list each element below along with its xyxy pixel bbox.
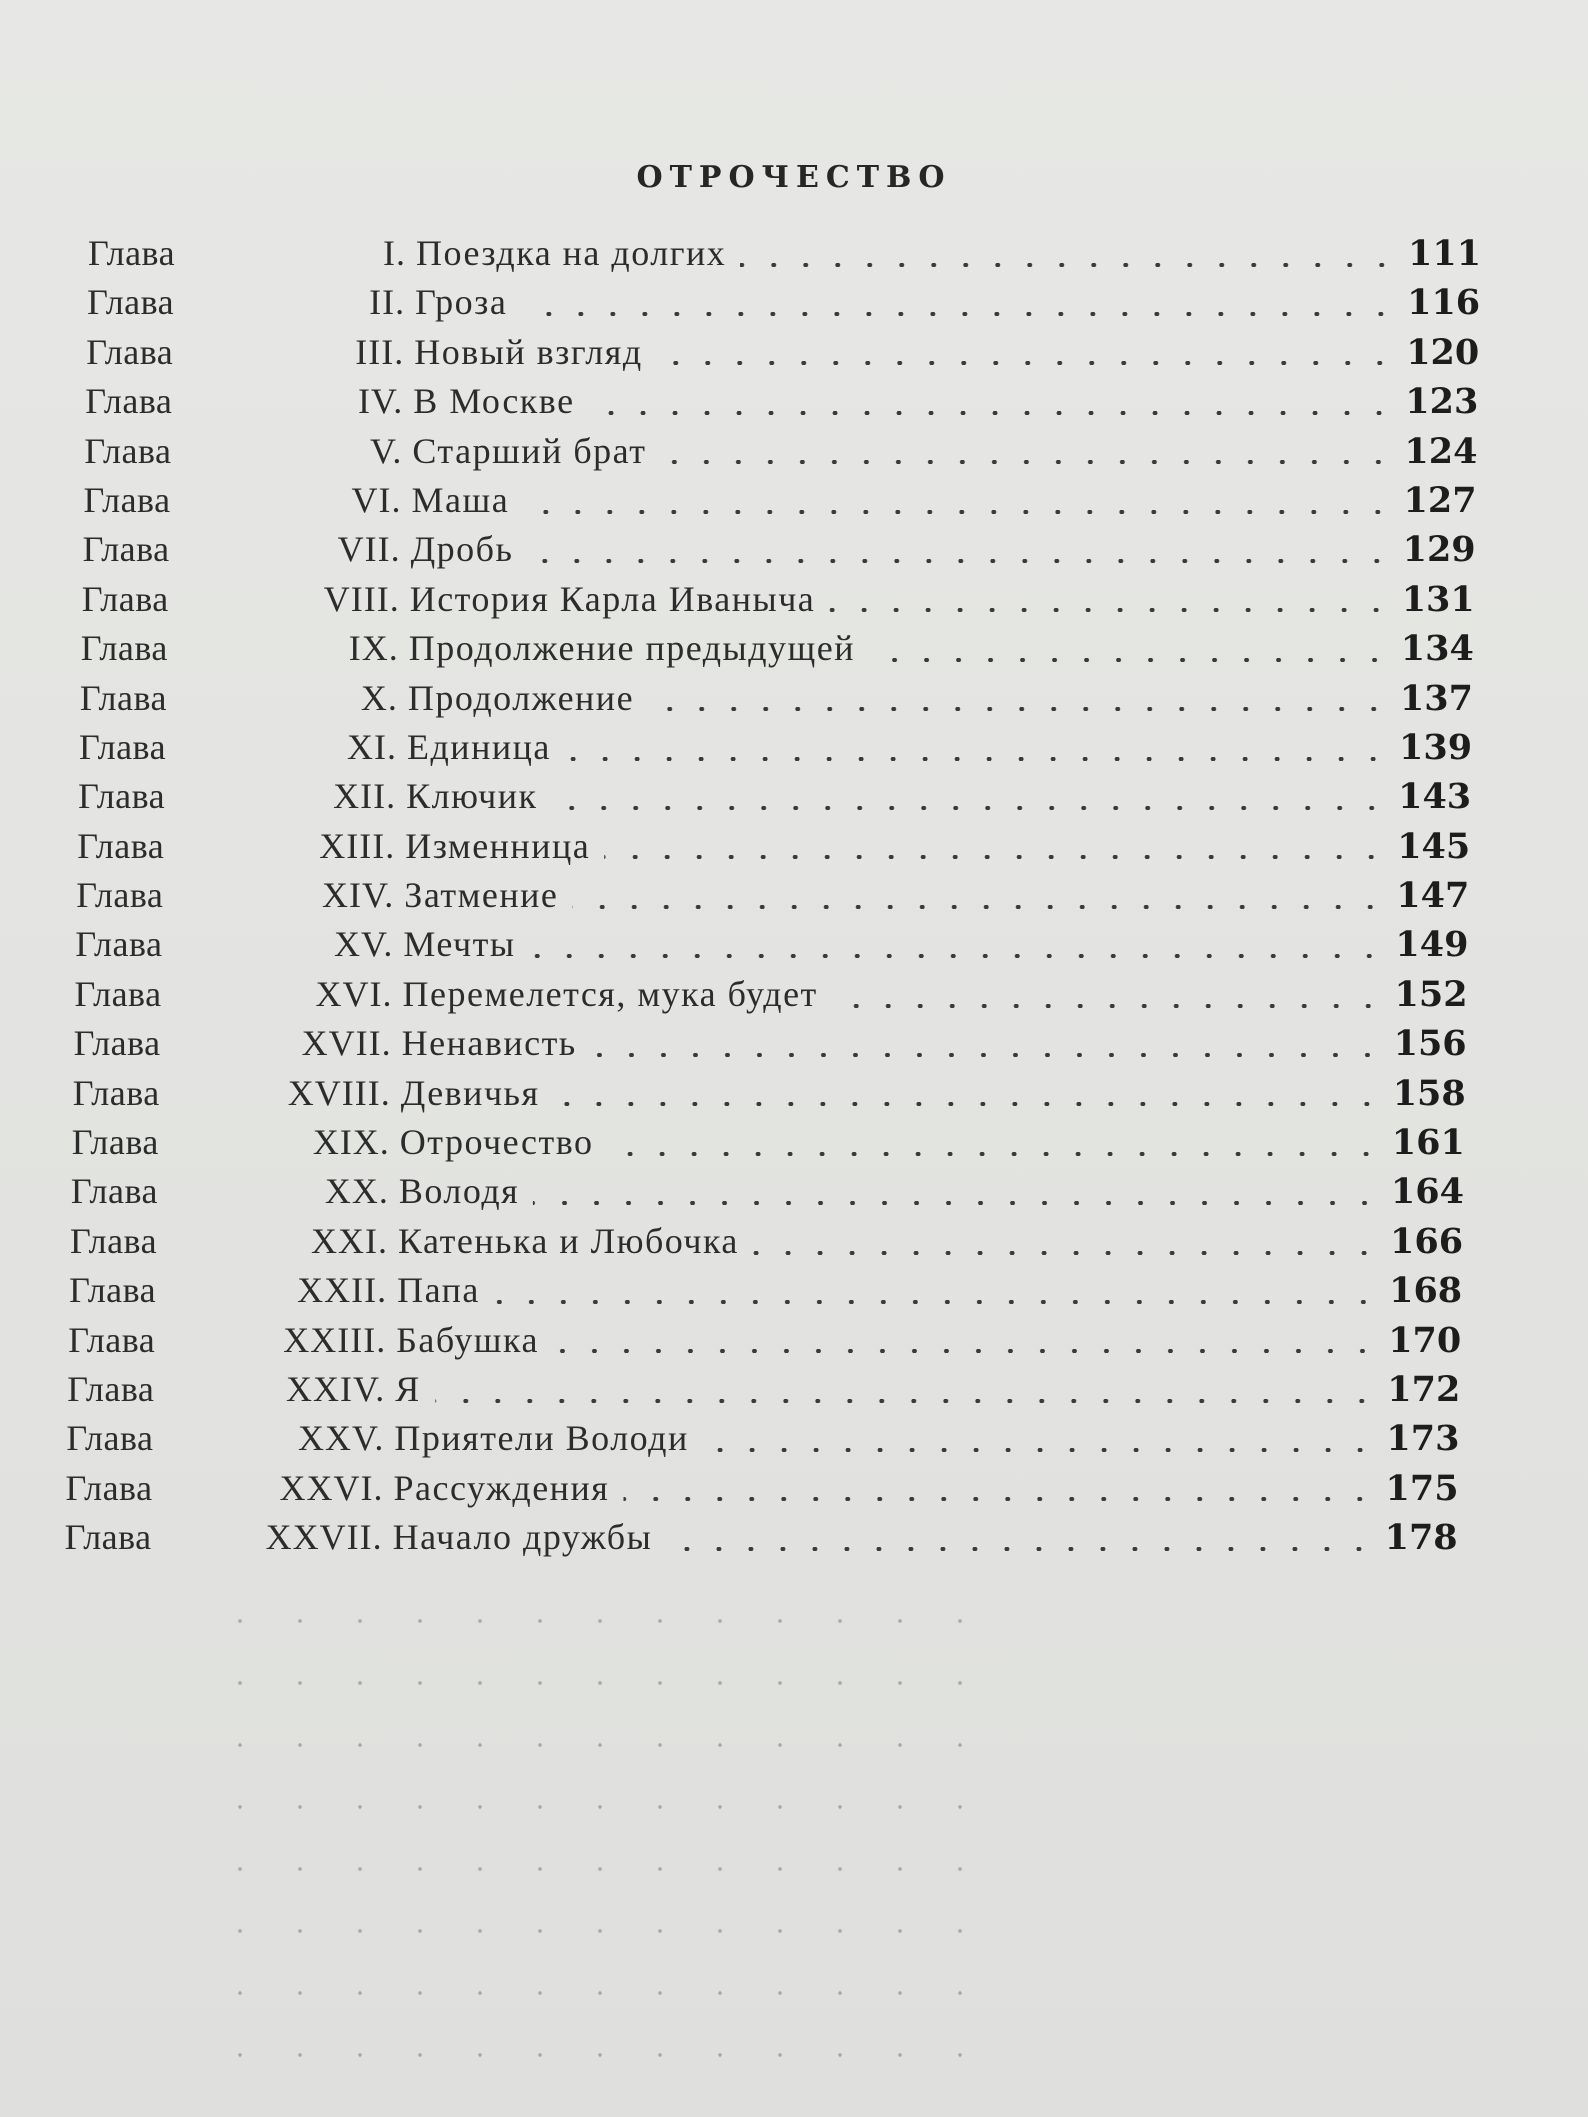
- chapter-number: XX.: [324, 1171, 389, 1212]
- dot-leader: [589, 411, 1396, 415]
- chapter-number: XIV.: [321, 875, 395, 916]
- chapter-word: Глава: [75, 924, 163, 965]
- dot-leader: [530, 954, 1386, 958]
- chapter-number: II.: [369, 282, 406, 323]
- toc-entry: [73, 1072, 1465, 1121]
- dot-leader: [533, 1201, 1381, 1205]
- dot-leader: [703, 1448, 1377, 1452]
- chapter-word: Глава: [64, 1517, 152, 1558]
- chapter-word: Глава: [83, 479, 171, 520]
- chapter-title: Изменница: [405, 825, 591, 866]
- toc-entry: [68, 1319, 1460, 1368]
- chapter-number: XV.: [334, 924, 394, 965]
- page-number: 124: [1404, 430, 1478, 472]
- chapter-word: Глава: [79, 726, 167, 767]
- chapter-word: Глава: [80, 628, 168, 669]
- chapter-word: Глава: [66, 1418, 154, 1459]
- dot-leader: [666, 1547, 1374, 1551]
- chapter-word: Глава: [69, 1270, 157, 1311]
- dot-leader: [740, 263, 1398, 267]
- chapter-title: Мечты: [403, 924, 516, 965]
- toc-entry: [75, 973, 1467, 1022]
- toc-entry: [72, 1121, 1464, 1170]
- chapter-title: Гроза: [415, 282, 508, 323]
- dot-leader: [607, 1152, 1381, 1156]
- chapter-word: Глава: [85, 381, 173, 422]
- chapter-title: В Москве: [413, 381, 575, 422]
- dot-leader: [660, 460, 1394, 464]
- page-number: 173: [1386, 1418, 1460, 1460]
- page-number: 166: [1390, 1220, 1464, 1262]
- chapter-title: Рассуждения: [393, 1467, 610, 1508]
- toc-entry: [84, 430, 1476, 479]
- dot-leader: [494, 1300, 1379, 1304]
- chapter-title: Единица: [407, 726, 551, 767]
- toc-entry: [65, 1516, 1457, 1565]
- page-number: 161: [1391, 1122, 1465, 1164]
- chapter-word: Глава: [81, 578, 169, 619]
- toc-entry: [78, 775, 1470, 824]
- table-of-contents: [64, 232, 1482, 1566]
- chapter-number: XIII.: [319, 825, 396, 866]
- toc-entry: [84, 479, 1476, 528]
- page-number: 134: [1400, 628, 1474, 670]
- page-number: 170: [1388, 1319, 1462, 1361]
- page-number: 139: [1399, 726, 1473, 768]
- chapter-title: Продолжение предыдущей: [408, 628, 856, 669]
- page-number: 147: [1396, 875, 1470, 917]
- dot-leader: [604, 855, 1387, 859]
- chapter-title: Бабушка: [396, 1319, 539, 1360]
- chapter-title: Продолжение: [407, 677, 635, 718]
- page-number: 164: [1390, 1171, 1464, 1213]
- page-number: 156: [1393, 1023, 1467, 1065]
- toc-entry: [88, 232, 1480, 281]
- dot-leader: [648, 707, 1390, 711]
- dot-leader: [553, 1349, 1378, 1353]
- chapter-number: XII.: [333, 776, 397, 817]
- chapter-word: Глава: [79, 677, 167, 718]
- dot-leader: [832, 1004, 1385, 1008]
- chapter-number: X.: [360, 677, 398, 718]
- chapter-number: XXIII.: [283, 1319, 387, 1360]
- page-number: 120: [1406, 331, 1480, 373]
- page-number: 111: [1408, 233, 1482, 274]
- page-number: 168: [1389, 1270, 1463, 1312]
- page-number: 178: [1384, 1517, 1458, 1559]
- chapter-title: Старший брат: [412, 430, 647, 471]
- section-title: ОТРОЧЕСТВО: [636, 160, 952, 195]
- toc-entry: [70, 1220, 1462, 1269]
- chapter-number: XXVII.: [265, 1517, 383, 1558]
- chapter-title: История Карла Иваныча: [409, 578, 816, 619]
- toc-entry: [76, 874, 1468, 923]
- chapter-title: Новый взгляд: [414, 331, 643, 372]
- chapter-word: Глава: [78, 776, 166, 817]
- chapter-word: Глава: [87, 282, 175, 323]
- page-number: 129: [1402, 529, 1476, 571]
- toc-entry: [83, 528, 1475, 577]
- chapter-word: Глава: [74, 973, 162, 1014]
- chapter-word: Глава: [68, 1319, 156, 1360]
- chapter-word: Глава: [70, 1220, 158, 1261]
- toc-entry: [80, 677, 1472, 726]
- chapter-number: I.: [383, 233, 406, 273]
- toc-entry: [79, 726, 1471, 775]
- chapter-title: Дробь: [410, 529, 514, 570]
- chapter-number: XXIV.: [285, 1368, 386, 1409]
- dot-leader: [753, 1251, 1380, 1255]
- toc-entry: [67, 1368, 1459, 1417]
- chapter-word: Глава: [72, 1072, 160, 1113]
- dot-leader: [554, 1102, 1383, 1106]
- page-number: 172: [1387, 1368, 1461, 1410]
- dot-leader: [565, 757, 1389, 761]
- chapter-word: Глава: [65, 1467, 153, 1508]
- chapter-title: Перемелется, мука будет: [402, 973, 818, 1014]
- toc-entry: [77, 825, 1469, 874]
- chapter-number: VIII.: [323, 578, 400, 619]
- chapter-title: Катенька и Любочка: [398, 1220, 739, 1261]
- chapter-number: XXVI.: [279, 1467, 384, 1508]
- chapter-word: Глава: [76, 875, 164, 916]
- chapter-number: V.: [370, 430, 403, 471]
- chapter-number: IV.: [357, 381, 404, 422]
- toc-entry: [81, 627, 1473, 676]
- page-number: 116: [1407, 282, 1481, 324]
- chapter-number: XVIII.: [287, 1072, 391, 1113]
- dot-leader: [527, 559, 1392, 563]
- toc-entry: [87, 281, 1479, 330]
- chapter-title: Я: [395, 1368, 421, 1409]
- dot-leader: [551, 806, 1388, 810]
- dot-leader: [523, 510, 1393, 514]
- chapter-title: Володя: [398, 1171, 520, 1212]
- chapter-number: XXV.: [298, 1418, 385, 1459]
- page-number: 131: [1401, 578, 1475, 620]
- page-number: 137: [1399, 677, 1473, 719]
- chapter-number: XVI.: [315, 973, 393, 1014]
- chapter-title: Ненависть: [401, 1023, 577, 1064]
- dot-leader: [623, 1497, 1375, 1501]
- toc-entry: [85, 380, 1477, 429]
- chapter-number: III.: [355, 331, 405, 372]
- toc-entry: [66, 1467, 1458, 1516]
- chapter-word: Глава: [84, 430, 172, 471]
- dot-leader: [657, 361, 1397, 365]
- chapter-title: Поездка на долгих: [416, 233, 727, 273]
- chapter-title: Маша: [411, 479, 510, 520]
- page-number: 127: [1403, 479, 1477, 521]
- chapter-number: VI.: [351, 479, 402, 520]
- chapter-title: Приятели Володи: [394, 1418, 689, 1459]
- page-number: 123: [1405, 381, 1479, 423]
- chapter-number: XXI.: [311, 1220, 388, 1261]
- page-number: 143: [1398, 776, 1472, 818]
- chapter-title: Затмение: [404, 875, 559, 916]
- chapter-word: Глава: [88, 233, 176, 273]
- page-number: 145: [1397, 825, 1471, 867]
- chapter-title: Ключик: [406, 776, 538, 817]
- chapter-word: Глава: [82, 529, 170, 570]
- chapter-title: Девичья: [400, 1072, 540, 1113]
- dot-leader: [829, 608, 1391, 612]
- chapter-title: Отрочество: [399, 1122, 594, 1163]
- chapter-word: Глава: [73, 1023, 161, 1064]
- dot-leader: [869, 658, 1391, 662]
- chapter-number: XIX.: [312, 1122, 390, 1163]
- toc-entry: [86, 331, 1478, 380]
- dot-leader: [572, 905, 1386, 909]
- dot-leader: [521, 312, 1397, 316]
- chapter-title: Папа: [397, 1270, 480, 1311]
- dot-leader: [591, 1053, 1384, 1057]
- chapter-number: IX.: [348, 628, 399, 669]
- toc-entry: [75, 923, 1467, 972]
- chapter-number: XVII.: [301, 1023, 392, 1064]
- chapter-word: Глава: [70, 1171, 158, 1212]
- dot-leader: [435, 1399, 1377, 1403]
- toc-entry: [74, 1022, 1466, 1071]
- chapter-word: Глава: [86, 331, 174, 372]
- toc-entry: [71, 1170, 1463, 1219]
- toc-entry: [82, 578, 1474, 627]
- toc-entry: [66, 1417, 1458, 1466]
- chapter-word: Глава: [67, 1368, 155, 1409]
- chapter-word: Глава: [71, 1122, 159, 1163]
- bleed-through-dots: [210, 1590, 1010, 2110]
- page-number: 175: [1385, 1467, 1459, 1509]
- chapter-number: VII.: [337, 529, 401, 570]
- chapter-number: XXII.: [297, 1270, 388, 1311]
- page-number: 149: [1395, 924, 1469, 966]
- chapter-word: Глава: [77, 825, 165, 866]
- page-number: 152: [1394, 973, 1468, 1015]
- page-number: 158: [1392, 1072, 1466, 1114]
- chapter-number: XI.: [347, 726, 397, 767]
- chapter-title: Начало дружбы: [392, 1517, 653, 1558]
- toc-entry: [69, 1269, 1461, 1318]
